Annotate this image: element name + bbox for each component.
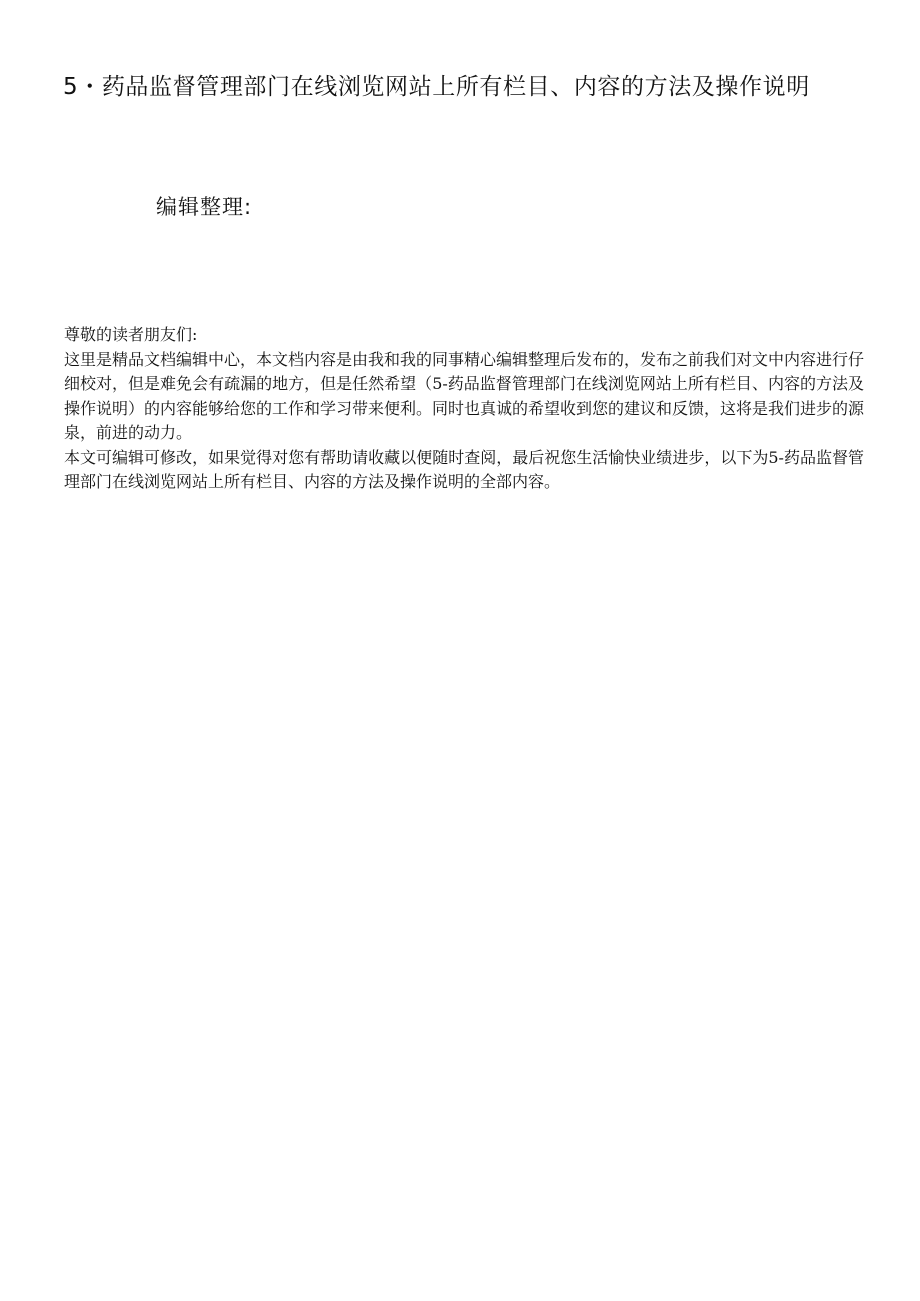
editor-label: 编辑整理: (156, 195, 253, 219)
intro-paragraph-2: 本文可编辑可修改，如果觉得对您有帮助请收藏以便随时查阅，最后祝您生活愉快业绩进步，以下为5-药品监督管理部门在线浏览网站上所有栏目、内容的方法及操作说明的全部内容。 (64, 447, 864, 491)
intro-section (64, 323, 864, 495)
document-title: 5・药品监督管理部门在线浏览网站上所有栏目、内容的方法及操作说明 (63, 74, 810, 100)
intro-paragraph-1: 这里是精品文档编辑中心，本文档内容是由我和我的同事精心编辑整理后发布的，发布之前我们对文中内容进行仔细校对，但是难免会有疏漏的地方，但是任然希望（5-药品监督管理部门在线浏览网站上所有栏目、内容的方法及操作说明）的内容能够给您的工作和学习带来便利。同时也真诚的希望收到您的建议和反馈，这将是我们进步的源泉，前进的动力。 (64, 349, 865, 442)
greeting: 尊敬的读者朋友们: (64, 325, 198, 344)
